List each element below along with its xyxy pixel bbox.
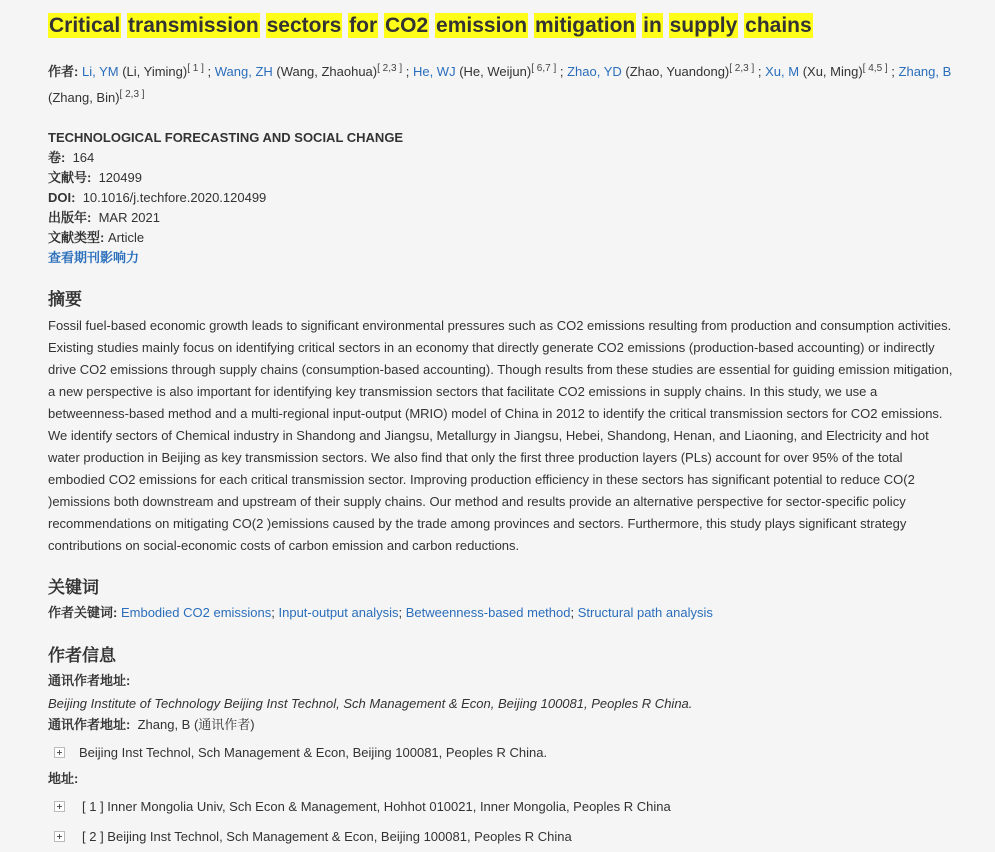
- source-info: [48, 128, 403, 268]
- volume-value: 164: [72, 150, 95, 165]
- pub-year-row: [48, 208, 403, 228]
- author-affil-ref[interactable]: [ 2,3 ]: [729, 63, 755, 74]
- article-number-row: [48, 168, 403, 188]
- title-word: Critical: [49, 14, 121, 37]
- article-number-label: 文献号:: [48, 170, 92, 185]
- abstract-heading: 摘要: [48, 290, 82, 309]
- corr-label-2: [48, 715, 255, 735]
- author-fullname: (Zhao, Yuandong): [625, 64, 730, 79]
- expand-plus-icon[interactable]: [54, 747, 65, 758]
- corr-label-1-text: 通讯作者地址:: [48, 673, 131, 688]
- pub-year-value: MAR 2021: [98, 210, 160, 225]
- address-text: [ 1 ] Inner Mongolia Univ, Sch Econ & Management, Hohhot 010021, Inner Mongolia, Peoples R China: [82, 799, 671, 814]
- author-fullname: (Xu, Ming): [802, 64, 863, 79]
- title-word: chains: [745, 14, 812, 37]
- abstract-text: Fossil fuel-based economic growth leads to significant environmental pressures such as CO2 emissions resulting from production and consumption activities. Existing studies mainly focus on identifying critical sectors in an economy that directly generate CO2 emissions (production-based accounting) or indirectly drive CO2 emissions through supply chains (consumption-based accounting). Though results from these studies are essential for guiding emission mitigation, a new perspective is also important for identifying key transmission sectors that facilitate CO2 emissions in supply chains. In this study, we use a betweenness-based method and a multi-regional input-output (MRIO) model of China in 2012 to identify the critical transmission sectors for CO2 emissions. We identify sectors of Chemical industry in Shandong and Jiangsu, Metallurgy in Jiangsu, Hebei, Shandong, Henan, and Liaoning, and Electricity and hot water production in Beijing as key transmission sectors. We also find that only the first three production layers (PLs) account for over 95% of the total embodied CO2 emissions for each critical transmission sector. Improving production efficiency in these sectors has significant potential to reduce CO(2 )emissions both downstream and upstream of their supply chains. Our method and results provide an alternative perspective for sector-specific policy recommendations on mitigating CO(2 )emissions caused by the trade among provinces and sectors. Furthermore, this study plays significant strategy contributions on social-economic costs of carbon emission and carbon reductions.: [48, 318, 953, 553]
- expand-plus-icon[interactable]: [54, 831, 65, 842]
- doi-label: DOI:: [48, 190, 76, 205]
- author-info-heading: 作者信息: [48, 646, 116, 665]
- address-row: [54, 827, 572, 847]
- journal-name: TECHNOLOGICAL FORECASTING AND SOCIAL CHANGE: [48, 130, 404, 145]
- author-link[interactable]: Xu, M: [765, 64, 800, 79]
- keyword-link[interactable]: Structural path analysis: [577, 605, 713, 620]
- title-word: for: [349, 14, 378, 37]
- volume-row: [48, 148, 403, 168]
- corr-address-2: Beijing Inst Technol, Sch Management & Econ, Beijing 100081, Peoples R China.: [79, 745, 548, 760]
- authors-label: 作者:: [48, 64, 79, 79]
- author-affil-ref[interactable]: [ 4,5 ]: [862, 63, 888, 74]
- journal-impact-link[interactable]: 查看期刊影响力: [48, 250, 140, 265]
- author-affil-ref[interactable]: [ 2,3 ]: [119, 89, 145, 100]
- author-link[interactable]: Wang, ZH: [214, 64, 273, 79]
- address-label: [48, 769, 78, 789]
- corr-name: Zhang, B (通讯作者): [137, 717, 255, 732]
- address-label-text: 地址:: [48, 771, 79, 786]
- expand-plus-icon[interactable]: [54, 801, 65, 812]
- address-row: [54, 797, 671, 817]
- author-fullname: (He, Weijun): [459, 64, 532, 79]
- doi-value: 10.1016/j.techfore.2020.120499: [82, 190, 267, 205]
- author-link[interactable]: He, WJ: [412, 64, 456, 79]
- title-word: CO2: [385, 14, 429, 37]
- keyword-link[interactable]: Betweenness-based method: [405, 605, 571, 620]
- corr-label-1: [48, 671, 130, 691]
- title-word: transmission: [128, 14, 259, 37]
- author-fullname: (Li, Yiming): [122, 64, 188, 79]
- title-word: sectors: [266, 14, 342, 37]
- address-text: [ 2 ] Beijing Inst Technol, Sch Management & Econ, Beijing 100081, Peoples R China: [82, 829, 572, 844]
- corr-address-1: [48, 694, 692, 714]
- author-affil-ref[interactable]: [ 1 ]: [187, 63, 204, 74]
- doc-type-row: [48, 228, 403, 248]
- keyword-link[interactable]: Embodied CO2 emissions: [120, 605, 272, 620]
- title-word: mitigation: [534, 14, 636, 37]
- volume-label: 卷:: [48, 150, 66, 165]
- author-link[interactable]: Zhang, B: [898, 64, 952, 79]
- keywords-label: 作者关键词:: [48, 605, 118, 620]
- doi-row: [48, 188, 403, 208]
- keywords-heading: 关键词: [48, 578, 99, 597]
- title-word: supply: [669, 14, 738, 37]
- author-fullname: (Zhang, Bin): [48, 90, 120, 105]
- title-word: emission: [436, 14, 528, 37]
- author-list: 作者: Li, YM (Li, Yiming)[ 1 ] ; Wang, ZH (Wang, Zhaohua)[ 2,3 ] ; He, WJ (He, Weijun)[ 6,7 ] ; Zhao, YD (Zhao, Yuandong)[ 2,3 ] ; Xu, M (Xu, Ming)[ 4,5 ] ; Zhang, B (Zhang, Bin)[ 2,3 ]: [48, 63, 952, 105]
- author-keywords: 作者关键词: Embodied CO2 emissions; Input-output analysis; Betweenness-based method; Structural path analysis: [48, 605, 713, 620]
- doc-type-label: 文献类型:: [48, 230, 105, 245]
- article-number-value: 120499: [98, 170, 142, 185]
- author-affil-ref[interactable]: [ 2,3 ]: [377, 63, 403, 74]
- corr-address-1-text: Beijing Institute of Technology Beijing Inst Technol, Sch Management & Econ, Beijing 100081, Peoples R China.: [48, 696, 693, 711]
- author-link[interactable]: Zhao, YD: [567, 64, 622, 79]
- pub-year-label: 出版年:: [48, 210, 92, 225]
- author-affil-ref[interactable]: [ 6,7 ]: [531, 63, 557, 74]
- article-title: [48, 12, 813, 40]
- title-word: in: [643, 14, 662, 37]
- author-link[interactable]: Li, YM: [81, 64, 119, 79]
- keyword-link[interactable]: Input-output analysis: [278, 605, 399, 620]
- author-fullname: (Wang, Zhaohua): [276, 64, 378, 79]
- corr-label-2-text: 通讯作者地址:: [48, 717, 131, 732]
- doc-type-value: Article: [107, 230, 145, 245]
- corr-address-2-row: [54, 743, 547, 763]
